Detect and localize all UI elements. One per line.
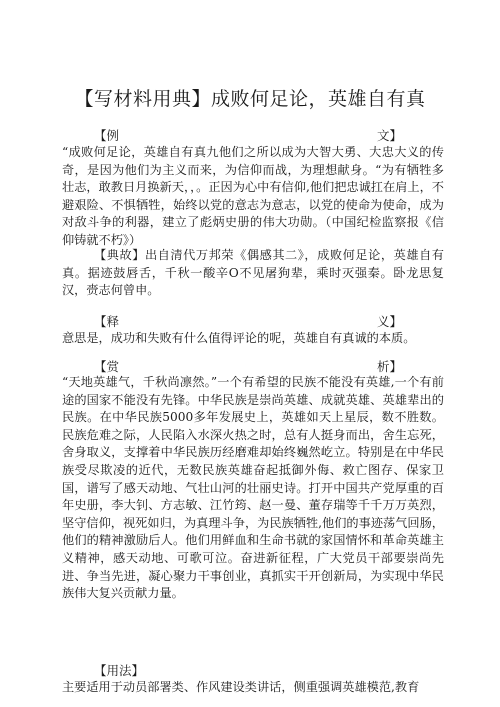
analysis-heading — [62, 358, 402, 375]
usage-heading-label: 【用法】 — [94, 663, 145, 678]
source-paragraph: 【典故】出自清代万邦荣《偶感其二》，成败何足论，英雄自有真。据迹鼓唇舌，千秋一酸辛O不见屠狗辈，乘时灭强秦。卧龙思复汉，赍志何曾申。 — [62, 248, 444, 298]
meaning-heading — [62, 313, 402, 330]
usage-heading — [62, 662, 402, 679]
meaning-heading-left: 【释 — [94, 314, 120, 329]
analysis-heading-left: 【赏 — [94, 359, 120, 374]
example-heading — [62, 127, 402, 144]
example-heading-left: 【例 — [94, 128, 120, 143]
analysis-paragraph: “天地英雄气，千秋尚凛然。”一个有希望的民族不能没有英雄,一个有前途的国家不能没有先锋。中华民族是崇尚英雄、成就英雄、英雄辈出的民族。在中华民族5000多年发展史上，英雄如天上星辰，数不胜数。民族危难之际，人民陷入水深火热之时，总有人挺身而出，舍生忘死，舍身取义，支撑着中华民族历经磨难却始终巍然屹立。特别是在中华民族受尽欺凌的近代，无数民族英雄奋起抵御外侮、救亡图存、保家卫国，谱写了感天动地、气壮山河的壮丽史诗。打开中国共产党厚重的百年史册，李大钊、方志敏、江竹筠、赵一曼、董存瑞等千千万万英烈，坚守信仰，视死如归，为真理斗争，为民族牺牲,他们的事迹荡气回肠，他们的精神激励后人。他们用鲜血和生命书就的家国情怀和革命英雄主义精神，感天动地、可歌可泣。奋进新征程，广大党员干部要崇尚先进、争当先进，凝心聚力干事创业，真抓实干开创新局，为实现中华民族伟大复兴贡献力量。 — [62, 375, 444, 601]
analysis-heading-right: 析】 — [376, 359, 402, 374]
page-title: 【写材料用典】成败何足论，英雄自有真 — [74, 88, 426, 110]
example-heading-right: 文】 — [376, 128, 402, 143]
meaning-paragraph: 意思是，成功和失败有什么值得评论的呢，英雄自有真诚的本质。 — [62, 331, 416, 345]
meaning-heading-right: 义】 — [376, 314, 402, 329]
example-paragraph: “成败何足论，英雄自有真九他们之所以成为大智大勇、大忠大义的传奇，是因为他们为主义而来，为信仰而战，为理想献身。“为有牺牲多壮志，敢教日月换新天，，。正因为心中有信仰,他们把忠诚扛在肩上，不避艰险、不惧牺牲，始终以党的意志为意志，以党的使命为使命，成为对敌斗争的利器，建立了彪炳史册的伟大功勋。（中国纪检监察报《信仰铸就不朽》） — [62, 145, 444, 247]
usage-paragraph: 主要适用于动员部署类、作风建设类讲话，侧重强调英雄模范,教育 — [62, 680, 420, 694]
